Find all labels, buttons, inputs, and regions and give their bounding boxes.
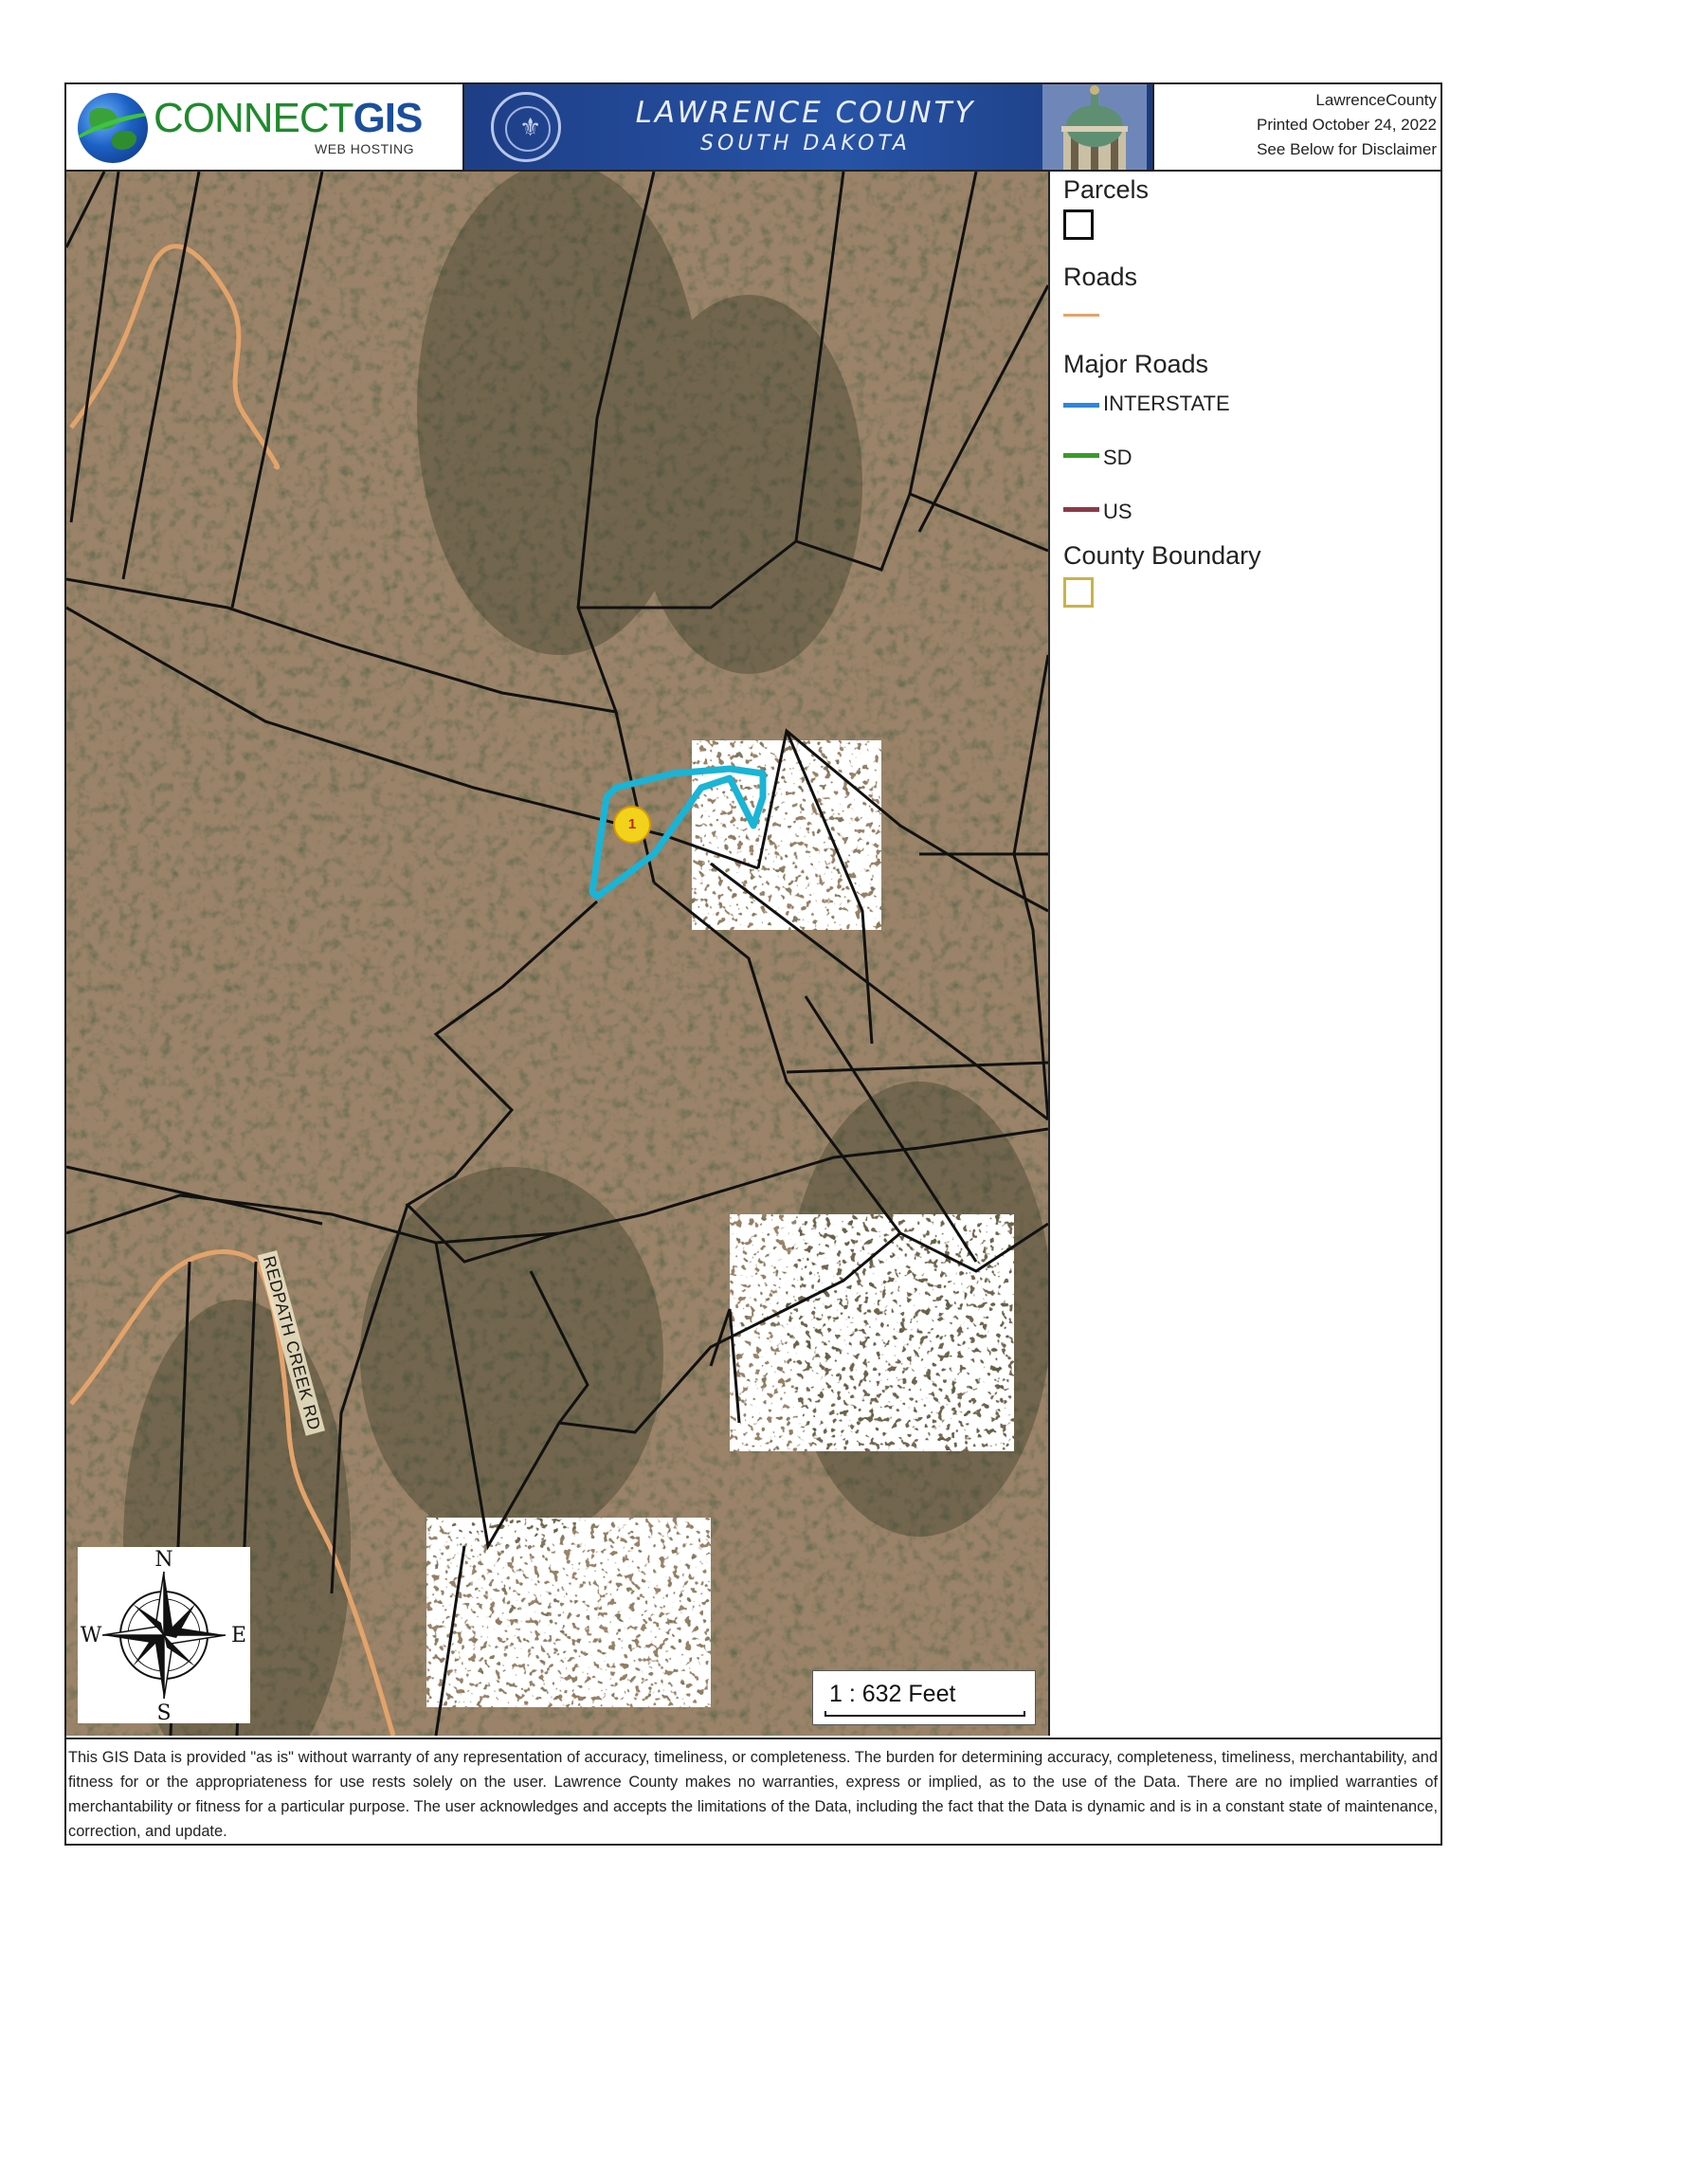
- scale-text: 1 : 632 Feet: [829, 1681, 956, 1707]
- legend-major-roads-title: Major Roads: [1063, 350, 1209, 378]
- disclaimer-note: See Below for Disclaimer: [1257, 140, 1437, 158]
- county-title: LAWRENCE COUNTY: [635, 96, 976, 130]
- legend-county-boundary-title: County Boundary: [1063, 541, 1261, 570]
- road-label: REDPATH CREEK RD: [258, 1250, 325, 1436]
- map-canvas[interactable]: [66, 172, 1048, 1736]
- brand-gis: GIS: [353, 95, 423, 141]
- connectgis-logo: [66, 84, 464, 170]
- legend-interstate-label: INTERSTATE: [1103, 391, 1230, 415]
- compass-rose: [78, 1547, 250, 1723]
- map-view[interactable]: [66, 172, 1050, 1736]
- print-county: LawrenceCounty: [1315, 91, 1437, 109]
- header: [66, 84, 1440, 172]
- scale-line: [824, 1711, 1025, 1717]
- brand-tagline: WEB HOSTING: [315, 141, 415, 156]
- globe-icon: [78, 93, 148, 163]
- legend-road-swatch: [1063, 314, 1099, 317]
- disclaimer-text: This GIS Data is provided "as is" without warranty of any representation of accuracy, timeliness, or completeness. The burden for determining accuracy, completeness, timeliness, merchantability, and fitness for or the appropriateness for use rests solely on the user. Lawrence County makes no warranties, express or implied, as to the use of the Data. There are no implied warranties of merchantability or fitness for a particular purpose. The user acknowledges and accepts the limitations of the Data, including the fact that the Data is dynamic and is in a constant state of maintenance, correction, and update.: [66, 1738, 1440, 1844]
- legend-us-label: US: [1103, 500, 1132, 523]
- legend-sd-swatch: [1063, 453, 1099, 458]
- scale-bar: [812, 1670, 1036, 1725]
- legend-parcel-swatch: [1063, 209, 1094, 240]
- legend-interstate-swatch: [1063, 403, 1099, 408]
- county-subtitle: SOUTH DAKOTA: [700, 132, 911, 155]
- brand-connect: CONNECT: [154, 95, 353, 141]
- legend-roads-title: Roads: [1063, 263, 1138, 291]
- compass-s: S: [156, 1702, 172, 1723]
- print-info: [1154, 84, 1440, 170]
- parcel-marker[interactable]: 1: [613, 806, 651, 844]
- county-banner: [464, 84, 1154, 170]
- legend-county-boundary-swatch: [1063, 577, 1094, 608]
- compass-n: N: [154, 1548, 173, 1572]
- legend-parcels-title: Parcels: [1063, 175, 1150, 204]
- print-date: Printed October 24, 2022: [1257, 116, 1437, 134]
- county-seal-icon: ⚜: [491, 92, 561, 162]
- legend-sd-label: SD: [1103, 446, 1132, 469]
- compass-e: E: [230, 1624, 247, 1647]
- legend-us-swatch: [1063, 507, 1099, 512]
- courthouse-dome-icon: [1042, 84, 1147, 170]
- brand-name: [154, 95, 423, 141]
- compass-w: W: [80, 1624, 102, 1647]
- legend: [1050, 172, 1440, 1736]
